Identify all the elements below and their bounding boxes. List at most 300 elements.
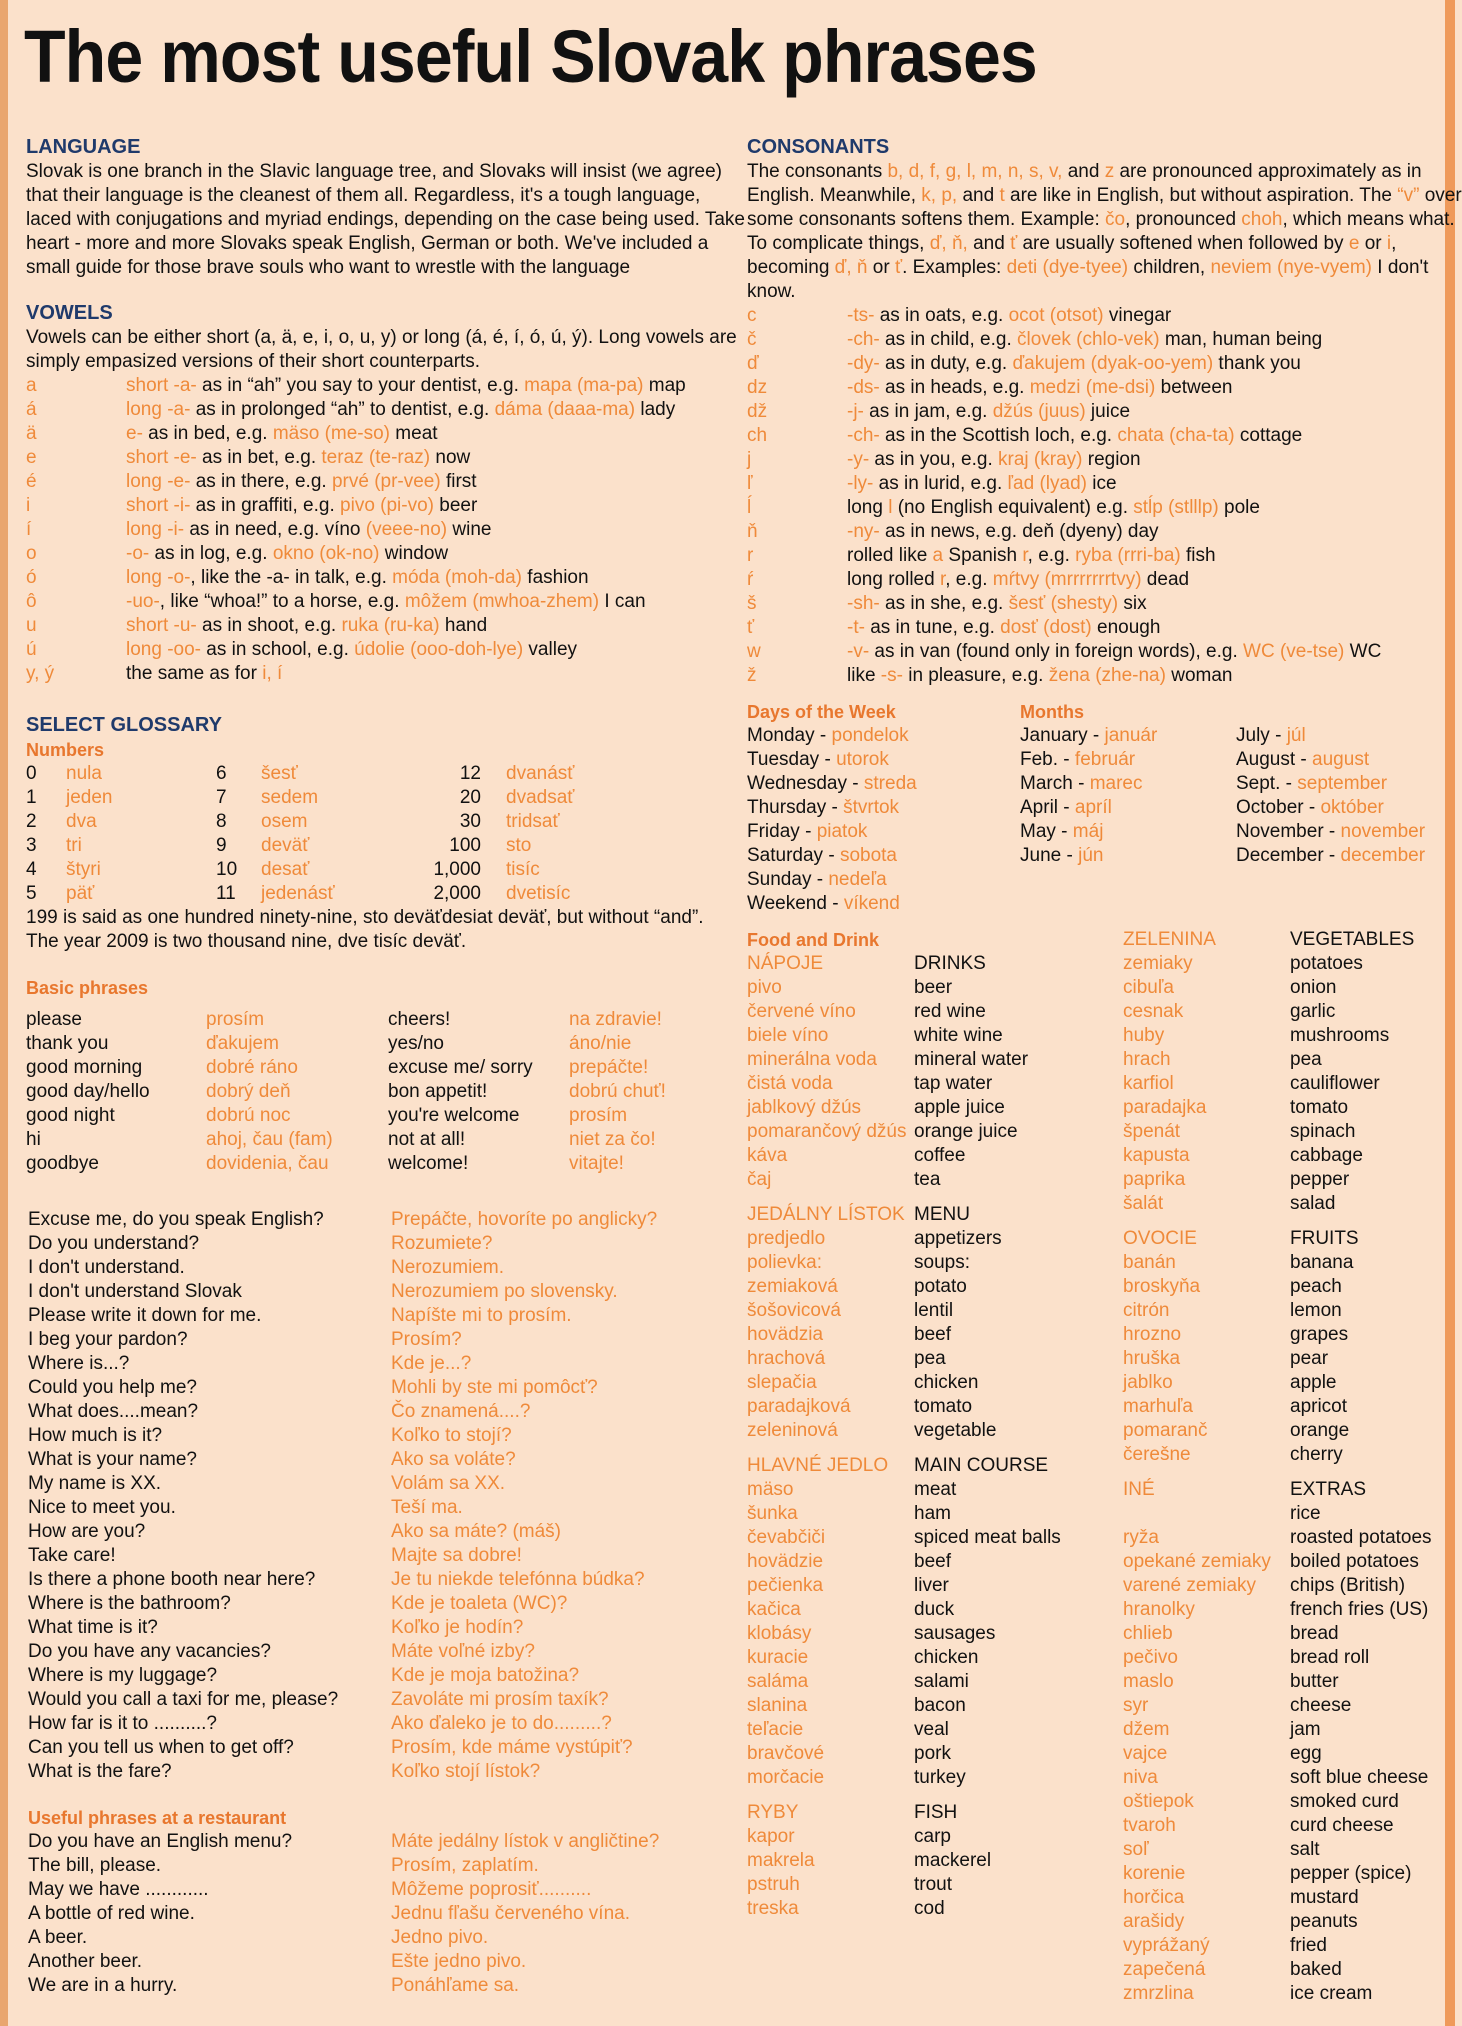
food-slovak: korenie bbox=[1123, 1863, 1186, 1884]
english-phrase: hi bbox=[26, 1129, 41, 1150]
food-slovak: soľ bbox=[1123, 1839, 1149, 1860]
food-item bbox=[1123, 1574, 1443, 1598]
sound-row bbox=[747, 592, 1437, 616]
sound-part: okno (ok-no) bbox=[272, 543, 380, 564]
intro-text: know. bbox=[747, 281, 796, 302]
day-slovak: nedeľa bbox=[828, 869, 887, 890]
slovak-phrase: Koľko stojí lístok? bbox=[391, 1761, 541, 1782]
slovak-phrase: Jedno pivo. bbox=[391, 1927, 489, 1948]
food-group-english: FRUITS bbox=[1290, 1228, 1359, 1249]
sound-part: prvé (pr-vee) bbox=[331, 471, 441, 492]
number-digit: 11 bbox=[216, 883, 236, 904]
sound-part: ľad (lyad) bbox=[1007, 473, 1087, 494]
sound-letter: r bbox=[747, 545, 754, 566]
food-item bbox=[747, 1251, 1107, 1275]
food-item bbox=[747, 1347, 1107, 1371]
day-english: Tuesday bbox=[747, 749, 820, 770]
english-phrase: Do you have an English menu? bbox=[28, 1831, 293, 1852]
number-digit: 7 bbox=[216, 787, 227, 808]
phrase-row bbox=[28, 1568, 728, 1592]
sound-part: beer bbox=[434, 495, 478, 516]
phrase-row bbox=[28, 1280, 728, 1304]
sound-part: as in news, e.g. deň (dyeny) day bbox=[879, 521, 1159, 542]
food-slovak: arašidy bbox=[1123, 1911, 1185, 1932]
english-phrase: Where is my luggage? bbox=[28, 1665, 218, 1686]
food-drink-heading: Food and Drink bbox=[747, 930, 879, 950]
phrase-row bbox=[28, 1304, 728, 1328]
language-line: heart - more and more Slovaks speak English, German or both. We've included a bbox=[26, 233, 709, 254]
sound-part: as in child, e.g. bbox=[879, 329, 1018, 350]
food-slovak: zmrzlina bbox=[1123, 1983, 1194, 2004]
sound-part: WC bbox=[1344, 641, 1382, 662]
separator: - bbox=[1058, 749, 1075, 770]
food-english: veal bbox=[914, 1719, 949, 1740]
sound-part: short -a- bbox=[126, 375, 197, 396]
numbers-note bbox=[26, 906, 726, 954]
slovak-phrase: Ešte jedno pivo. bbox=[391, 1951, 527, 1972]
number-digit: 10 bbox=[216, 859, 238, 880]
sound-part: first bbox=[440, 471, 477, 492]
sound-part: ryba (rrri-ba) bbox=[1075, 545, 1181, 566]
sound-part: as in graffiti, e.g. bbox=[190, 495, 341, 516]
food-english: bread roll bbox=[1290, 1647, 1370, 1668]
sound-part: Spanish bbox=[943, 545, 1023, 566]
food-english: trout bbox=[914, 1874, 953, 1895]
day-english: Wednesday bbox=[747, 773, 847, 794]
sound-letter: ch bbox=[747, 425, 768, 446]
food-item bbox=[747, 1120, 1107, 1144]
english-phrase: Do you understand? bbox=[28, 1233, 200, 1254]
month-english: April bbox=[1020, 797, 1059, 818]
sound-row bbox=[747, 328, 1437, 352]
day-english: Thursday bbox=[747, 797, 827, 818]
intro-text: and bbox=[957, 185, 1000, 206]
food-group-heading bbox=[747, 1801, 1107, 1825]
food-english: chips (British) bbox=[1290, 1575, 1406, 1596]
month-item bbox=[1236, 772, 1387, 796]
phrase-row bbox=[28, 1974, 728, 1998]
sound-row bbox=[747, 472, 1437, 496]
food-item bbox=[747, 1694, 1107, 1718]
slovak-phrase: Jednu fľašu červeného vína. bbox=[391, 1903, 630, 1924]
day-slovak: utorok bbox=[836, 749, 889, 770]
sound-part: pole bbox=[1218, 497, 1260, 518]
page-title: The most useful Slovak phrases bbox=[24, 15, 1037, 98]
english-phrase: What does....mean? bbox=[28, 1401, 199, 1422]
separator: - bbox=[1280, 773, 1298, 794]
food-english: lemon bbox=[1290, 1300, 1342, 1321]
language-line: that their language is the cleanest of them all. Regardless, it's a tough language, bbox=[26, 185, 701, 206]
consonants-intro-line bbox=[747, 280, 1437, 304]
sound-part: ďakujem (dyak-oo-yem) bbox=[1012, 353, 1214, 374]
food-item bbox=[1123, 1742, 1443, 1766]
food-group-english: DRINKS bbox=[914, 953, 986, 974]
food-slovak: paradajková bbox=[747, 1396, 851, 1417]
sound-part: -o- bbox=[126, 543, 150, 564]
sound-part: môžem (mwhoa-zhem) bbox=[404, 591, 600, 612]
sound-description bbox=[847, 616, 1160, 640]
food-slovak: šunka bbox=[747, 1503, 798, 1524]
english-phrase: What time is it? bbox=[28, 1617, 158, 1638]
intro-highlight: z bbox=[1104, 161, 1115, 182]
day-slovak: streda bbox=[863, 773, 917, 794]
slovak-phrase: áno/nie bbox=[569, 1033, 632, 1054]
food-english: vegetable bbox=[914, 1420, 997, 1441]
food-english: beer bbox=[914, 977, 953, 998]
slovak-phrase: Prosím? bbox=[391, 1329, 462, 1350]
english-phrase: please bbox=[26, 1009, 82, 1030]
sound-part: r bbox=[939, 569, 946, 590]
sound-description bbox=[847, 640, 1381, 664]
sound-description bbox=[126, 662, 282, 686]
sound-part: fish bbox=[1180, 545, 1216, 566]
food-slovak: hranolky bbox=[1123, 1599, 1195, 1620]
sound-letter: é bbox=[26, 471, 37, 492]
number-word: šesť bbox=[261, 763, 298, 784]
sound-description bbox=[847, 304, 1171, 328]
food-slovak: hovädzia bbox=[747, 1324, 824, 1345]
food-slovak: predjedlo bbox=[747, 1228, 826, 1249]
sound-part: man, human being bbox=[1159, 329, 1323, 350]
english-phrase: How much is it? bbox=[28, 1425, 163, 1446]
food-english: baked bbox=[1290, 1959, 1342, 1980]
restaurant-heading: Useful phrases at a restaurant bbox=[28, 1808, 287, 1828]
language-line: small guide for those brave souls who want to wrestle with the language bbox=[26, 257, 631, 278]
food-item bbox=[1123, 1646, 1443, 1670]
sound-row bbox=[747, 496, 1437, 520]
food-english: chicken bbox=[914, 1372, 979, 1393]
month-item bbox=[1236, 844, 1425, 868]
slovak-phrase: Ako sa máte? (máš) bbox=[391, 1521, 561, 1542]
intro-text: English. Meanwhile, bbox=[747, 185, 922, 206]
food-english: sausages bbox=[914, 1623, 996, 1644]
food-item bbox=[747, 1502, 1107, 1526]
slovak-phrase: prepáčte! bbox=[569, 1057, 649, 1078]
food-english: duck bbox=[914, 1599, 955, 1620]
sound-part: as in shoot, e.g. bbox=[196, 615, 342, 636]
restaurant-section bbox=[28, 1806, 728, 1998]
sound-description bbox=[847, 376, 1232, 400]
english-phrase: What is your name? bbox=[28, 1449, 197, 1470]
food-item bbox=[1123, 1790, 1443, 1814]
sound-letter: ô bbox=[26, 591, 37, 612]
english-phrase: good day/hello bbox=[26, 1081, 150, 1102]
food-item bbox=[1123, 1814, 1443, 1838]
consonants-intro-line bbox=[747, 160, 1437, 184]
sound-letter: j bbox=[747, 449, 752, 470]
sound-letter: o bbox=[26, 543, 37, 564]
food-english: salt bbox=[1290, 1839, 1320, 1860]
month-row bbox=[1020, 796, 1440, 820]
food-english: grapes bbox=[1290, 1324, 1349, 1345]
food-item bbox=[747, 1048, 1107, 1072]
intro-highlight: choh bbox=[1241, 209, 1283, 230]
month-item bbox=[1236, 820, 1425, 844]
food-item bbox=[747, 1478, 1107, 1502]
food-item bbox=[1123, 1120, 1443, 1144]
sound-part: the same as for bbox=[126, 663, 263, 684]
number-word: deväť bbox=[261, 835, 310, 856]
food-slovak: maslo bbox=[1123, 1671, 1174, 1692]
sound-row bbox=[747, 304, 1437, 328]
month-item bbox=[1020, 844, 1103, 868]
food-english: egg bbox=[1290, 1743, 1322, 1764]
food-english: coffee bbox=[914, 1145, 966, 1166]
food-group-heading bbox=[1123, 1478, 1443, 1502]
food-slovak: saláma bbox=[747, 1671, 809, 1692]
phrase-row bbox=[28, 1950, 728, 1974]
food-english: rice bbox=[1290, 1503, 1321, 1524]
sound-part: -dy- bbox=[847, 353, 880, 374]
separator: - bbox=[1061, 845, 1079, 866]
food-item bbox=[1123, 1024, 1443, 1048]
sound-part: like bbox=[847, 665, 881, 686]
sound-part: as in school, e.g. bbox=[201, 639, 355, 660]
food-item bbox=[1123, 1072, 1443, 1096]
separator: - bbox=[1295, 749, 1313, 770]
separator: - bbox=[1269, 725, 1287, 746]
intro-text: some consonants softens them. Example: bbox=[747, 209, 1106, 230]
food-english: roasted potatoes bbox=[1290, 1527, 1432, 1548]
food-english: spinach bbox=[1290, 1121, 1356, 1142]
intro-highlight: ď, ň bbox=[834, 257, 868, 278]
number-word: tri bbox=[66, 835, 82, 856]
sound-part: -ch- bbox=[847, 329, 880, 350]
separator: - bbox=[1058, 797, 1075, 818]
sound-part: between bbox=[1155, 377, 1233, 398]
basic-phrase-row bbox=[26, 1056, 726, 1080]
sound-part: wine bbox=[447, 519, 492, 540]
basic-phrases-table bbox=[26, 1008, 726, 1176]
food-slovak: zeleninová bbox=[747, 1420, 838, 1441]
food-slovak: cibuľa bbox=[1123, 977, 1174, 998]
food-slovak: čerešne bbox=[1123, 1444, 1191, 1465]
food-english: appetizers bbox=[914, 1228, 1002, 1249]
intro-text: becoming bbox=[747, 257, 835, 278]
sound-part: -y- bbox=[847, 449, 870, 470]
day-slovak: pondelok bbox=[831, 725, 909, 746]
sound-part: móda (moh-da) bbox=[392, 567, 523, 588]
restaurant-table bbox=[28, 1830, 728, 1998]
month-english: October bbox=[1236, 797, 1304, 818]
month-english: March bbox=[1020, 773, 1073, 794]
number-digit: 3 bbox=[26, 835, 37, 856]
sound-description bbox=[126, 518, 491, 542]
intro-text: , which means what. bbox=[1282, 209, 1455, 230]
day-item bbox=[747, 844, 1007, 868]
sound-letter: ť bbox=[747, 617, 755, 638]
sound-part: in pleasure, e.g. bbox=[902, 665, 1049, 686]
sound-part: as in jam, e.g. bbox=[863, 401, 993, 422]
food-item bbox=[747, 1622, 1107, 1646]
sound-letter: y, ý bbox=[26, 663, 55, 684]
food-slovak: hrach bbox=[1123, 1049, 1171, 1070]
sound-letter: ľ bbox=[747, 473, 753, 494]
sound-part: rolled like bbox=[847, 545, 933, 566]
slovak-phrase: Prosím, zaplatím. bbox=[391, 1855, 539, 1876]
phrase-row bbox=[28, 1328, 728, 1352]
consonants-intro bbox=[747, 160, 1462, 304]
sound-part: (veee-no) bbox=[365, 519, 448, 540]
food-slovak: vajce bbox=[1123, 1743, 1168, 1764]
month-item bbox=[1020, 796, 1112, 820]
phrase-row bbox=[28, 1424, 728, 1448]
consonants-intro-line bbox=[747, 208, 1455, 232]
sound-part: , like “whoa!” to a horse, e.g. bbox=[159, 591, 405, 612]
number-word: jeden bbox=[66, 787, 113, 808]
sound-part: a bbox=[932, 545, 944, 566]
month-english: Sept. bbox=[1236, 773, 1281, 794]
sound-part: mapa (ma-pa) bbox=[524, 375, 644, 396]
vowels-table bbox=[26, 374, 726, 686]
food-item bbox=[747, 1526, 1107, 1550]
day-english: Monday bbox=[747, 725, 815, 746]
months-list bbox=[1020, 724, 1440, 868]
sound-part: ruka (ru-ka) bbox=[341, 615, 440, 636]
month-item bbox=[1236, 796, 1384, 820]
sound-part: stĺp (stlllp) bbox=[1133, 497, 1219, 518]
food-item bbox=[747, 1096, 1107, 1120]
common-phrases-section bbox=[28, 1208, 728, 1784]
month-item bbox=[1020, 724, 1157, 748]
phrase-row bbox=[28, 1592, 728, 1616]
sound-description bbox=[847, 544, 1216, 568]
basic-phrase-row bbox=[26, 1080, 726, 1104]
english-phrase: Another beer. bbox=[28, 1951, 143, 1972]
sound-part: as in heads, e.g. bbox=[879, 377, 1030, 398]
sound-part: as in lurid, e.g. bbox=[873, 473, 1008, 494]
sound-row bbox=[26, 638, 726, 662]
number-word: dvanásť bbox=[506, 763, 575, 784]
english-phrase: Would you call a taxi for me, please? bbox=[28, 1689, 339, 1710]
month-row bbox=[1020, 772, 1440, 796]
sound-letter: ó bbox=[26, 567, 37, 588]
food-item bbox=[1123, 1443, 1443, 1467]
phrase-row bbox=[28, 1352, 728, 1376]
sound-letter: dž bbox=[747, 401, 768, 422]
food-item bbox=[747, 1000, 1107, 1024]
food-english: mackerel bbox=[914, 1850, 992, 1871]
sound-part: e- bbox=[126, 423, 143, 444]
day-item bbox=[747, 892, 1007, 916]
sound-description bbox=[126, 590, 646, 614]
food-slovak: pstruh bbox=[747, 1874, 800, 1895]
phrase-row bbox=[28, 1878, 728, 1902]
food-slovak: džem bbox=[1123, 1719, 1170, 1740]
food-slovak: červené víno bbox=[747, 1001, 856, 1022]
intro-text: To complicate things, bbox=[747, 233, 930, 254]
food-slovak: pomarančový džús bbox=[747, 1121, 907, 1142]
food-english: cabbage bbox=[1290, 1145, 1363, 1166]
sound-part: short -i- bbox=[126, 495, 191, 516]
month-slovak: december bbox=[1340, 845, 1426, 866]
sound-row bbox=[26, 590, 726, 614]
food-slovak: slepačia bbox=[747, 1372, 817, 1393]
separator: - bbox=[1072, 773, 1090, 794]
intro-text: The consonants bbox=[747, 161, 888, 182]
separator: - bbox=[1303, 797, 1321, 818]
phrase-row bbox=[28, 1854, 728, 1878]
sound-part: žena (zhe-na) bbox=[1048, 665, 1166, 686]
sound-part: enough bbox=[1091, 617, 1161, 638]
sound-part: -t- bbox=[847, 617, 865, 638]
month-slovak: júl bbox=[1286, 725, 1306, 746]
number-row bbox=[26, 882, 726, 906]
sound-description bbox=[847, 496, 1260, 520]
consonants-intro-line bbox=[747, 256, 1437, 280]
month-item bbox=[1020, 748, 1135, 772]
english-phrase: cheers! bbox=[388, 1009, 451, 1030]
sound-letter: w bbox=[747, 641, 761, 662]
food-slovak: špenát bbox=[1123, 1121, 1181, 1142]
food-item bbox=[1123, 1144, 1443, 1168]
food-english: tea bbox=[914, 1169, 941, 1190]
intro-highlight: ť bbox=[1010, 233, 1018, 254]
food-english: carp bbox=[914, 1826, 951, 1847]
food-slovak: kapor bbox=[747, 1826, 795, 1847]
food-item bbox=[747, 1849, 1107, 1873]
sound-row bbox=[26, 398, 726, 422]
sound-part: -uo- bbox=[126, 591, 160, 612]
phrase-row bbox=[28, 1616, 728, 1640]
day-item bbox=[747, 724, 1007, 748]
english-phrase: May we have ............ bbox=[28, 1879, 209, 1900]
food-english: liver bbox=[914, 1575, 949, 1596]
food-item bbox=[747, 1598, 1107, 1622]
food-slovak: pečivo bbox=[1123, 1647, 1178, 1668]
sound-row bbox=[747, 568, 1437, 592]
food-english: ice cream bbox=[1290, 1983, 1373, 2004]
intro-text: I don't bbox=[1371, 257, 1429, 278]
number-word: päť bbox=[66, 883, 95, 904]
food-english: mushrooms bbox=[1290, 1025, 1390, 1046]
sound-part: dosť (dost) bbox=[1000, 617, 1092, 638]
food-slovak: pečienka bbox=[747, 1575, 824, 1596]
month-english: November bbox=[1236, 821, 1324, 842]
sound-part: -j- bbox=[847, 401, 864, 422]
language-section bbox=[26, 134, 745, 280]
month-english: August bbox=[1236, 749, 1296, 770]
month-slovak: jún bbox=[1078, 845, 1104, 866]
intro-text: and bbox=[1062, 161, 1105, 182]
food-slovak: kuracie bbox=[747, 1647, 809, 1668]
food-group-slovak: NÁPOJE bbox=[747, 953, 824, 974]
food-item bbox=[1123, 1323, 1443, 1347]
number-digit: 5 bbox=[26, 883, 37, 904]
food-english: pepper bbox=[1290, 1169, 1350, 1190]
food-slovak: pivo bbox=[747, 977, 782, 998]
slovak-phrase: Ako sa voláte? bbox=[391, 1449, 516, 1470]
sound-letter: í bbox=[26, 519, 32, 540]
day-item bbox=[747, 868, 1007, 892]
food-left-column bbox=[747, 952, 1107, 1921]
number-word: dva bbox=[66, 811, 97, 832]
sound-part: -v- bbox=[847, 641, 870, 662]
food-slovak: vyprážaný bbox=[1123, 1935, 1210, 1956]
sound-part: chata (cha-ta) bbox=[1117, 425, 1235, 446]
number-word: dvetisíc bbox=[506, 883, 571, 904]
food-item bbox=[1123, 1766, 1443, 1790]
food-slovak: paradajka bbox=[1123, 1097, 1207, 1118]
sound-description bbox=[847, 328, 1322, 352]
sound-part: as in there, e.g. bbox=[190, 471, 332, 492]
day-item bbox=[747, 772, 1007, 796]
food-group-slovak: ZELENINA bbox=[1123, 929, 1216, 950]
food-slovak: huby bbox=[1123, 1025, 1165, 1046]
food-english: apple bbox=[1290, 1372, 1337, 1393]
food-slovak: banán bbox=[1123, 1252, 1176, 1273]
sound-part: mäso (me-so) bbox=[272, 423, 391, 444]
